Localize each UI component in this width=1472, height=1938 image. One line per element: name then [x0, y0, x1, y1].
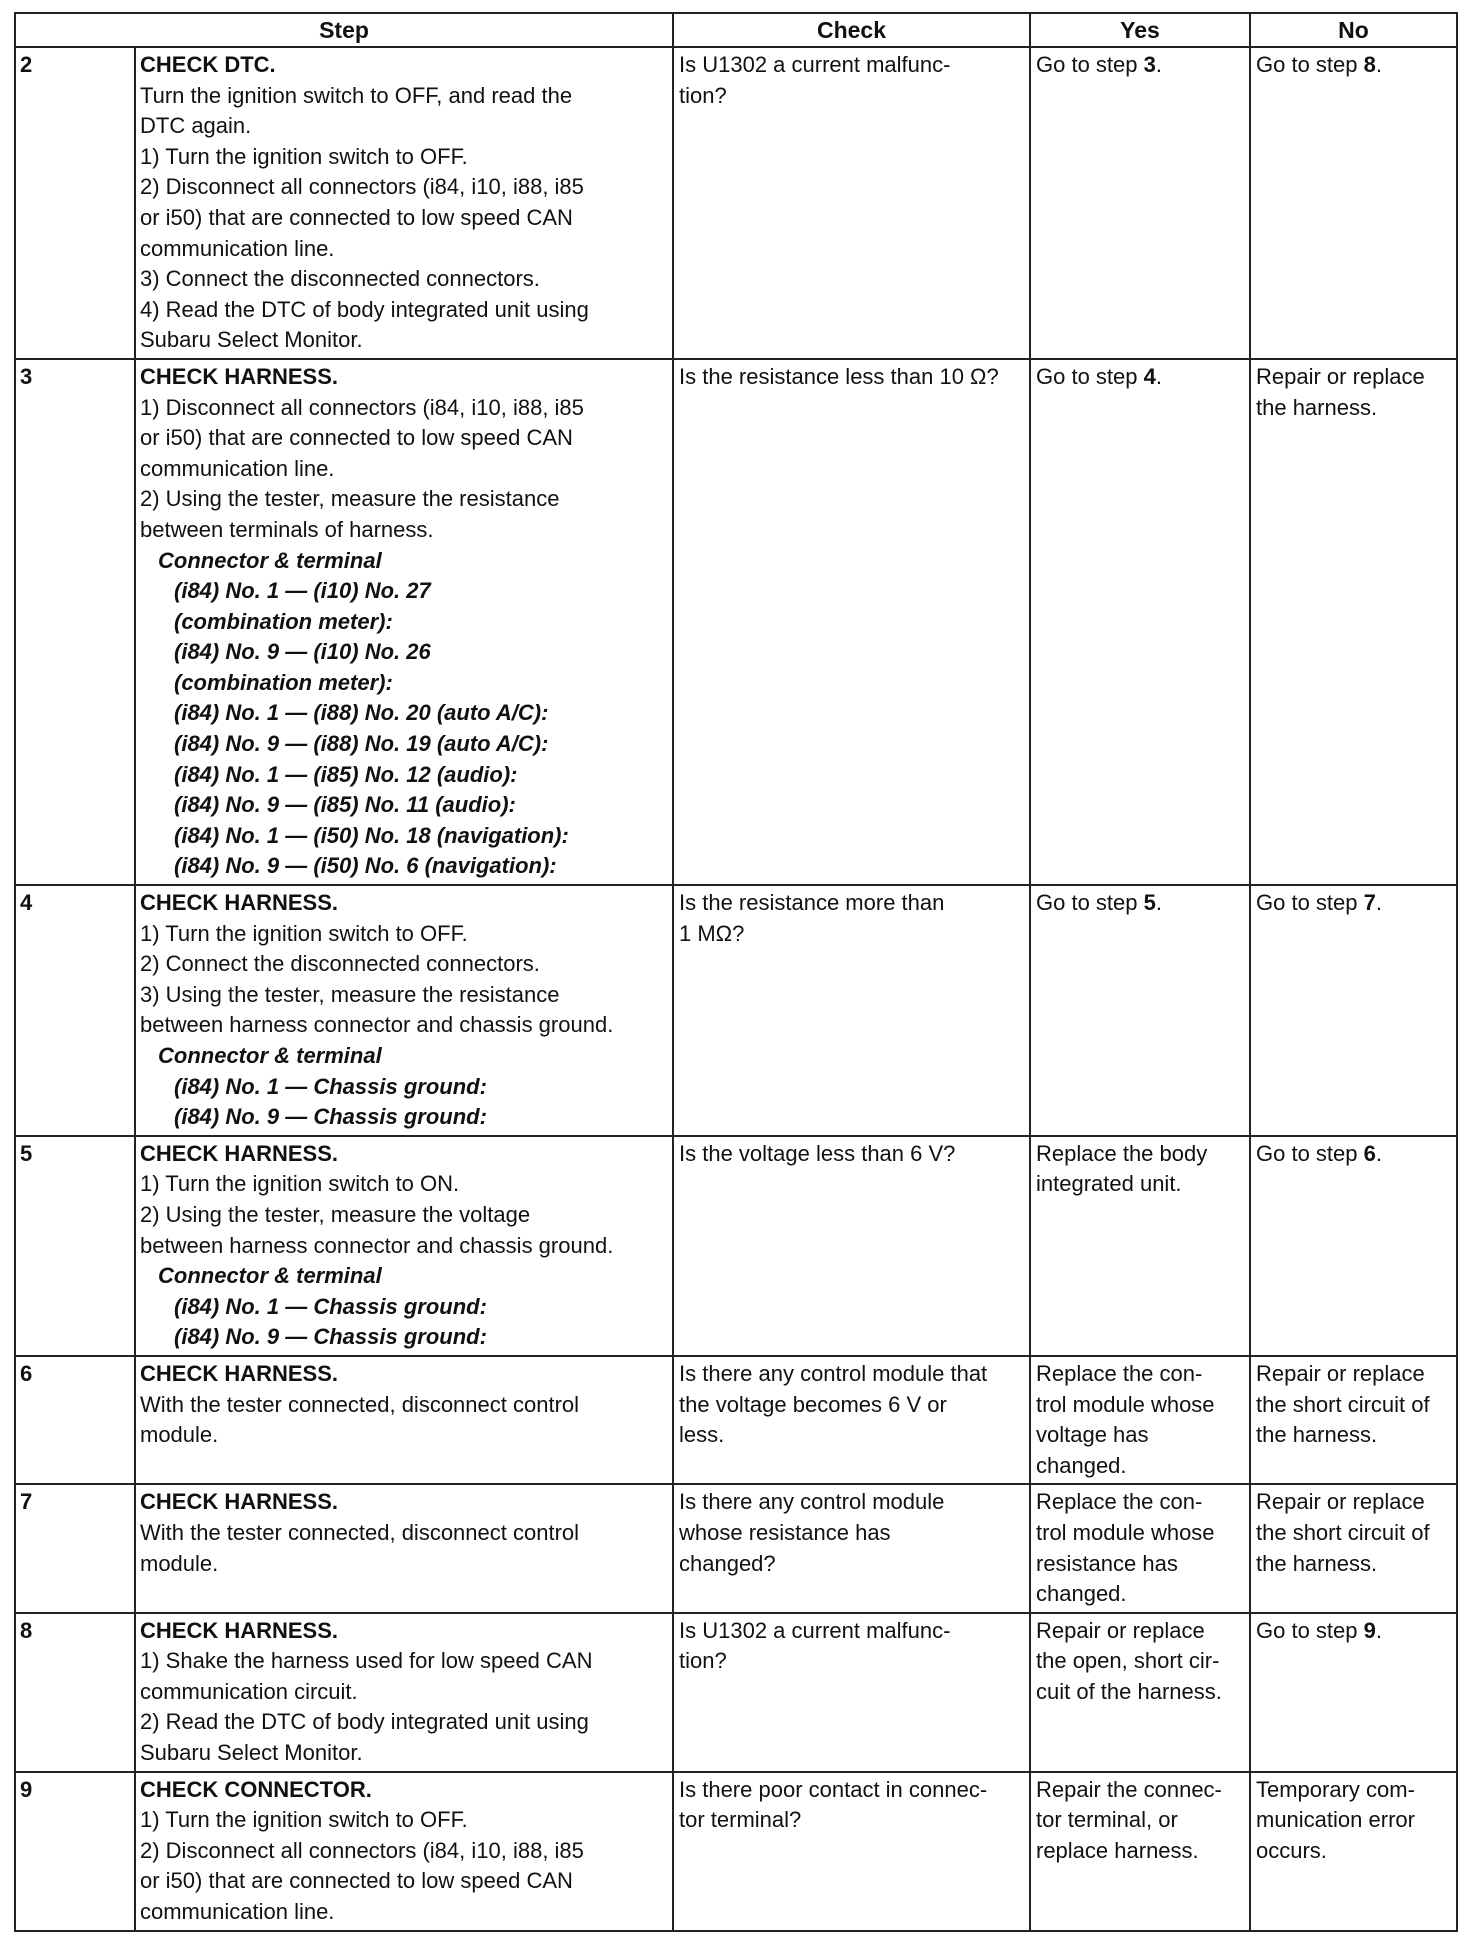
no-goto [1256, 888, 1452, 919]
no-line: the short circuit of [1256, 1391, 1430, 1417]
check-line: Is U1302 a current malfunc- [679, 1617, 951, 1643]
yes-cell [1030, 1136, 1250, 1356]
yes-cell [1030, 1772, 1250, 1931]
no-goto-suffix: . [1375, 1617, 1382, 1643]
yes-cell [1030, 1484, 1250, 1612]
yes-goto-suffix: . [1155, 890, 1162, 916]
yes-goto-prefix: Go to step [1036, 363, 1144, 389]
step-number: 2 [15, 47, 135, 359]
step-line: Subaru Select Monitor. [140, 1740, 363, 1766]
yes-cell [1030, 1356, 1250, 1484]
yes-goto-step-number: 5 [1143, 890, 1156, 916]
step-line: 2) Using the tester, measure the voltage [140, 1201, 531, 1227]
check-line: Is U1302 a current malfunc- [679, 52, 951, 77]
step-number: 8 [15, 1613, 135, 1772]
table-row [15, 885, 1457, 1136]
yes-line: replace harness. [1036, 1837, 1199, 1863]
step-description [135, 1356, 673, 1484]
step-line: 1) Turn the ignition switch to OFF. [140, 143, 468, 169]
step-line: With the tester connected, disconnect control [140, 1519, 580, 1545]
no-goto-prefix: Go to step [1256, 890, 1364, 916]
no-cell [1250, 1136, 1457, 1356]
header-no: No [1250, 13, 1457, 47]
check-line: the voltage becomes 6 V or [679, 1391, 947, 1417]
yes-line: trol module whose [1036, 1391, 1215, 1417]
check-line: Is the resistance more than [679, 890, 945, 916]
yes-goto [1036, 888, 1245, 919]
header-step: Step [15, 13, 673, 47]
step-number: 5 [15, 1136, 135, 1356]
step-line: Subaru Select Monitor. [140, 327, 363, 353]
yes-line: tor terminal, or [1036, 1807, 1178, 1833]
no-line: the harness. [1256, 1550, 1378, 1576]
step-line: 1) Disconnect all connectors (i84, i10, i88, i85 [140, 394, 584, 420]
step-line: communication circuit. [140, 1678, 358, 1704]
table-row [15, 359, 1457, 885]
step-line: 2) Disconnect all connectors (i84, i10, i88, i85 [140, 1837, 584, 1863]
step-description [135, 1136, 673, 1356]
step-title: CHECK HARNESS. [140, 363, 339, 389]
step-title: CHECK CONNECTOR. [140, 1776, 372, 1802]
yes-cell [1030, 1613, 1250, 1772]
table-row [15, 1772, 1457, 1931]
yes-cell [1030, 359, 1250, 885]
step-line: DTC again. [140, 113, 252, 139]
yes-line: Replace the body [1036, 1140, 1208, 1166]
step-line: between terminals of harness. [140, 516, 434, 542]
step-title: CHECK HARNESS. [140, 1360, 339, 1386]
step-number: 4 [15, 885, 135, 1136]
connector-terminal-item: (i84) No. 1 — (i50) No. 18 (navigation): [174, 822, 569, 848]
check-line: less. [679, 1422, 725, 1448]
connector-terminal-item: (i84) No. 1 — (i10) No. 27 [174, 578, 431, 604]
yes-line: trol module whose [1036, 1519, 1215, 1545]
yes-goto-suffix: . [1155, 363, 1162, 389]
yes-line: resistance has [1036, 1550, 1178, 1576]
yes-cell [1030, 885, 1250, 1136]
no-cell [1250, 47, 1457, 359]
no-line: Repair or replace [1256, 1360, 1425, 1386]
step-line: With the tester connected, disconnect control [140, 1391, 580, 1417]
table-row [15, 1356, 1457, 1484]
check-line: Is there any control module that [679, 1360, 988, 1386]
no-goto-step-number: 9 [1363, 1617, 1376, 1643]
check-line: tor terminal? [679, 1807, 802, 1833]
check-line: changed? [679, 1550, 776, 1576]
yes-goto-prefix: Go to step [1036, 890, 1144, 916]
check-cell [673, 1356, 1030, 1484]
document-page [14, 12, 1456, 1932]
yes-line: changed. [1036, 1452, 1127, 1478]
connector-terminal-item: (combination meter): [174, 608, 393, 634]
check-line: 1 MΩ? [679, 920, 745, 946]
step-description [135, 1484, 673, 1612]
connector-terminal-item: (i84) No. 9 — (i85) No. 11 (audio): [174, 792, 516, 818]
no-line: Repair or replace [1256, 363, 1425, 389]
yes-line: integrated unit. [1036, 1171, 1182, 1197]
no-line: occurs. [1256, 1837, 1327, 1863]
check-cell [673, 1484, 1030, 1612]
no-line: munication error [1256, 1807, 1415, 1833]
yes-line: Replace the con- [1036, 1360, 1203, 1386]
no-goto-prefix: Go to step [1256, 1617, 1364, 1643]
no-goto [1256, 1616, 1452, 1647]
no-goto [1256, 1139, 1452, 1170]
no-cell [1250, 1356, 1457, 1484]
connector-terminal-item: (i84) No. 1 — Chassis ground: [174, 1073, 487, 1099]
no-line: the short circuit of [1256, 1519, 1430, 1545]
step-line: 1) Shake the harness used for low speed CAN [140, 1648, 593, 1674]
check-line: Is the voltage less than 6 V? [679, 1140, 956, 1166]
step-title: CHECK HARNESS. [140, 890, 339, 916]
table-body [15, 47, 1457, 1931]
check-cell [673, 1772, 1030, 1931]
table-row [15, 47, 1457, 359]
step-line: 3) Connect the disconnected connectors. [140, 266, 540, 292]
check-line: Is there any control module [679, 1489, 945, 1515]
yes-goto-step-number: 3 [1143, 52, 1156, 77]
no-line: Temporary com- [1256, 1776, 1415, 1802]
step-line: between harness connector and chassis ground. [140, 1232, 614, 1258]
step-line: or i50) that are connected to low speed CAN [140, 1868, 573, 1894]
step-line: communication line. [140, 235, 335, 261]
no-cell [1250, 885, 1457, 1136]
connector-terminal-item: (i84) No. 1 — Chassis ground: [174, 1293, 487, 1319]
check-line: Is there poor contact in connec- [679, 1776, 988, 1802]
no-cell [1250, 359, 1457, 885]
yes-line: Repair the connec- [1036, 1776, 1222, 1802]
header-check: Check [673, 13, 1030, 47]
check-cell [673, 885, 1030, 1136]
no-goto-prefix: Go to step [1256, 52, 1364, 77]
no-line: the harness. [1256, 1422, 1378, 1448]
check-cell [673, 1136, 1030, 1356]
step-title: CHECK DTC. [140, 52, 276, 77]
step-line: 4) Read the DTC of body integrated unit using [140, 296, 589, 322]
yes-line: Replace the con- [1036, 1489, 1203, 1515]
step-description [135, 359, 673, 885]
step-description [135, 1772, 673, 1931]
check-cell [673, 359, 1030, 885]
check-line: Is the resistance less than 10 Ω? [679, 363, 999, 389]
no-cell [1250, 1613, 1457, 1772]
step-description [135, 885, 673, 1136]
step-line: Turn the ignition switch to OFF, and read the [140, 82, 573, 108]
table-row [15, 1136, 1457, 1356]
connector-terminal-item: (i84) No. 9 — (i50) No. 6 (navigation): [174, 853, 557, 879]
no-goto-step-number: 6 [1363, 1140, 1376, 1166]
step-line: 2) Connect the disconnected connectors. [140, 951, 540, 977]
yes-goto [1036, 362, 1245, 393]
check-line: tion? [679, 1648, 727, 1674]
step-number: 6 [15, 1356, 135, 1484]
step-number: 7 [15, 1484, 135, 1612]
connector-terminal-item: (i84) No. 9 — (i10) No. 26 [174, 639, 431, 665]
step-line: 2) Disconnect all connectors (i84, i10, i88, i85 [140, 174, 584, 200]
check-cell [673, 47, 1030, 359]
check-line: tion? [679, 82, 727, 108]
check-line: whose resistance has [679, 1519, 891, 1545]
step-title: CHECK HARNESS. [140, 1617, 339, 1643]
yes-line: the open, short cir- [1036, 1648, 1220, 1674]
step-line: between harness connector and chassis ground. [140, 1012, 614, 1038]
check-cell [673, 1613, 1030, 1772]
no-goto-step-number: 8 [1363, 52, 1376, 77]
step-line: 2) Using the tester, measure the resistance [140, 486, 560, 512]
table-row [15, 1613, 1457, 1772]
step-description [135, 1613, 673, 1772]
table-row [15, 1484, 1457, 1612]
no-goto [1256, 50, 1452, 81]
step-line: module. [140, 1550, 219, 1576]
yes-goto-prefix: Go to step [1036, 52, 1144, 77]
yes-line: changed. [1036, 1581, 1127, 1607]
yes-cell [1030, 47, 1250, 359]
no-goto-suffix: . [1375, 52, 1382, 77]
connector-terminal-item: (i84) No. 1 — (i88) No. 20 (auto A/C): [174, 700, 549, 726]
table-header-row [15, 13, 1457, 47]
yes-line: voltage has [1036, 1422, 1149, 1448]
step-line: or i50) that are connected to low speed CAN [140, 425, 573, 451]
step-title: CHECK HARNESS. [140, 1140, 339, 1166]
diagnostic-table [14, 12, 1458, 1932]
step-line: 1) Turn the ignition switch to OFF. [140, 1807, 468, 1833]
no-line: the harness. [1256, 394, 1378, 420]
no-cell [1250, 1484, 1457, 1612]
yes-goto-step-number: 4 [1143, 363, 1156, 389]
yes-goto [1036, 50, 1245, 81]
step-line: or i50) that are connected to low speed CAN [140, 204, 573, 230]
step-title: CHECK HARNESS. [140, 1489, 339, 1515]
connector-heading: Connector & terminal [158, 547, 382, 573]
connector-terminal-item: (i84) No. 9 — (i88) No. 19 (auto A/C): [174, 731, 549, 757]
connector-heading: Connector & terminal [158, 1263, 382, 1289]
step-line: communication line. [140, 455, 335, 481]
step-line: 2) Read the DTC of body integrated unit using [140, 1709, 589, 1735]
connector-terminal-item: (combination meter): [174, 669, 393, 695]
no-cell [1250, 1772, 1457, 1931]
yes-goto-suffix: . [1155, 52, 1162, 77]
step-number: 9 [15, 1772, 135, 1931]
no-goto-suffix: . [1375, 890, 1382, 916]
connector-terminal-item: (i84) No. 9 — Chassis ground: [174, 1104, 487, 1130]
no-goto-prefix: Go to step [1256, 1140, 1364, 1166]
step-line: 3) Using the tester, measure the resistance [140, 981, 560, 1007]
connector-terminal-item: (i84) No. 1 — (i85) No. 12 (audio): [174, 761, 518, 787]
step-number: 3 [15, 359, 135, 885]
step-line: 1) Turn the ignition switch to ON. [140, 1171, 460, 1197]
step-line: communication line. [140, 1899, 335, 1925]
connector-heading: Connector & terminal [158, 1043, 382, 1068]
yes-line: Repair or replace [1036, 1617, 1205, 1643]
no-line: Repair or replace [1256, 1489, 1425, 1515]
header-yes: Yes [1030, 13, 1250, 47]
step-line: module. [140, 1422, 219, 1448]
no-goto-suffix: . [1375, 1140, 1382, 1166]
step-line: 1) Turn the ignition switch to OFF. [140, 920, 468, 946]
yes-line: cuit of the harness. [1036, 1678, 1222, 1704]
no-goto-step-number: 7 [1363, 890, 1376, 916]
connector-terminal-item: (i84) No. 9 — Chassis ground: [174, 1324, 487, 1350]
step-description [135, 47, 673, 359]
